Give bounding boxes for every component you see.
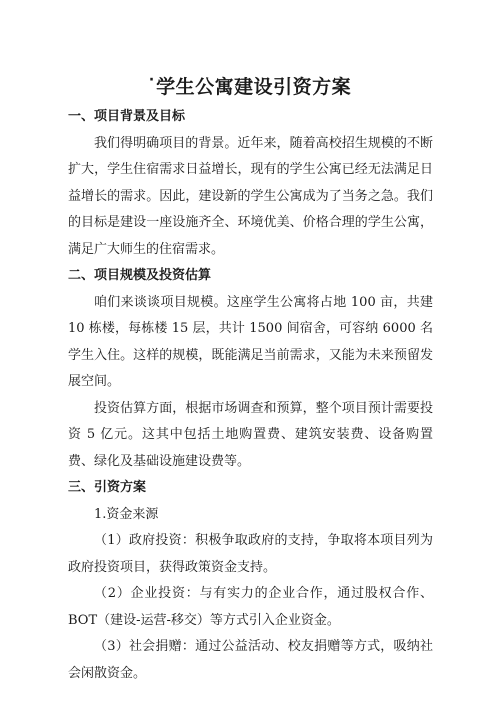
paragraph-enterprise-investment: （2）企业投资：与有实力的企业合作，通过股权合作、BOT（建设-运营-移交）等方式引入企业资金。 [68, 586, 433, 628]
page-title: 学生公寓建设引资方案 [156, 76, 352, 98]
paragraph-scale: 咱们来谈谈项目规模。这座学生公寓将占地 100 亩，共建 10 栋楼，每栋楼 15 层，共计 1500 间宿舍，可容纳 6000 名学生入住。这样的规模，既能满足当前需求，又能为未来预留发展空间。 [68, 294, 433, 389]
paragraph-government-investment: （1）政府投资：积极争取政府的支持，争取将本项目列为政府投资项目，获得政策资金支持。 [68, 533, 433, 575]
paragraph-investment: 投资估算方面，根据市场调查和预算，整个项目预计需要投资 5 亿元。这其中包括土地购置费、建筑安装费、设备购置费、绿化及基础设施建设费等。 [68, 400, 433, 469]
document-body [68, 104, 433, 687]
title-mark: · [148, 72, 155, 88]
section-heading-background: 一、项目背景及目标 [68, 109, 186, 124]
subheading-fund-source: 1.资金来源 [94, 506, 159, 522]
paragraph-social-donation: （3）社会捐赠：通过公益活动、校友捐赠等方式，吸纳社会闲散资金。 [68, 639, 433, 681]
paragraph-background: 我们得明确项目的背景。近年来，随着高校招生规模的不断扩大，学生住宿需求日益增长，现有的学生公寓已经无法满足日益增长的需求。因此，建设新的学生公寓成为了当务之急。我们的目标是建设一座设施齐全、环境优美、价格合理的学生公寓，满足广大师生的住宿需求。 [68, 135, 433, 257]
title-block [0, 72, 500, 99]
section-heading-financing: 三、引资方案 [68, 480, 147, 495]
section-heading-scale: 二、项目规模及投资估算 [68, 268, 212, 283]
